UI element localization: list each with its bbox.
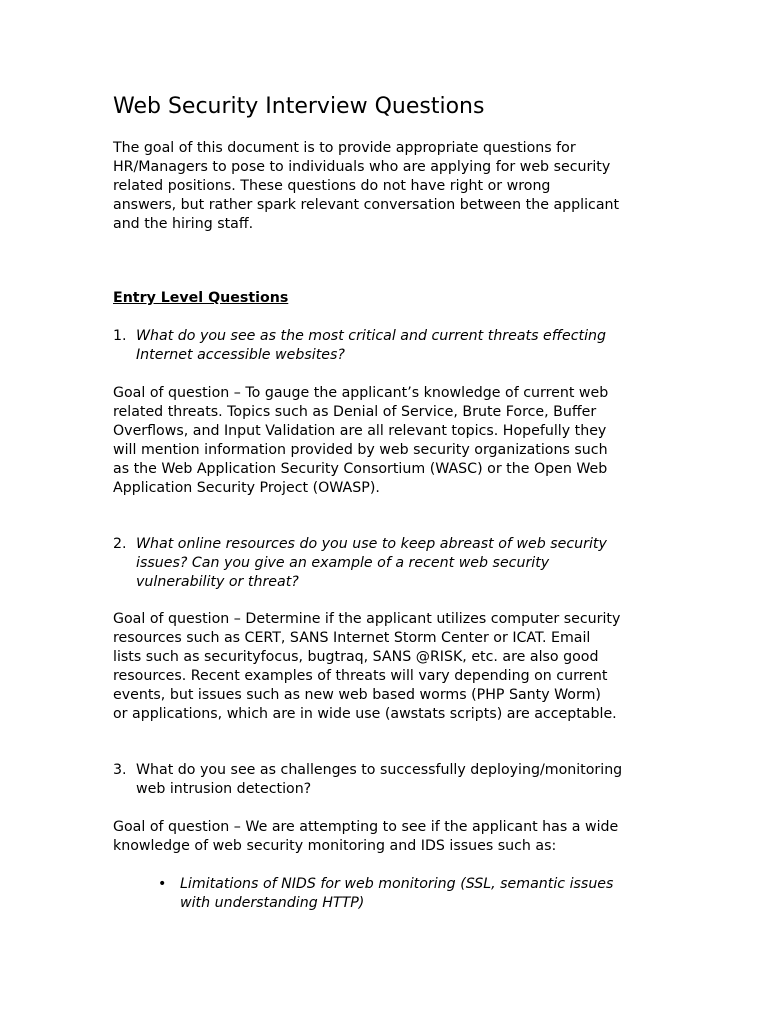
goal-line: related threats. Topics such as Denial of Service, Brute Force, Buffer [113,404,597,420]
intro-paragraph [113,139,619,234]
intro-line: HR/Managers to pose to individuals who are applying for web security [113,159,611,175]
goal-line: Overflows, and Input Validation are all relevant topics. Hopefully they [113,423,607,439]
goal-line: lists such as securityfocus, bugtraq, SANS @RISK, etc. are also good [113,649,599,665]
bullet-line: Limitations of NIDS for web monitoring (SSL, semantic issues [180,876,614,892]
question-line: What do you see as the most critical and current threats effecting [136,328,607,344]
question-text [136,535,607,592]
question-line: What do you see as challenges to successfully deploying/monitoring [136,762,623,778]
goal-paragraph-2 [113,610,620,724]
question-text [136,327,606,365]
goal-line: Application Security Project (OWASP). [113,480,380,496]
document-title: Web Security Interview Questions [113,94,485,119]
question-text [136,761,622,799]
intro-line: The goal of this document is to provide appropriate questions for [113,140,576,156]
question-line: Internet accessible websites? [136,347,345,363]
question-line: vulnerability or threat? [136,574,299,590]
goal-line: as the Web Application Security Consortium (WASC) or the Open Web [113,461,608,477]
intro-line: related positions. These questions do not have right or wrong [113,178,551,194]
question-number: 3. [113,762,127,778]
intro-line: and the hiring staff. [113,216,254,232]
question-number: 1. [113,328,127,344]
goal-line: Goal of question – To gauge the applicant’s knowledge of current web [113,385,609,401]
question-line: issues? Can you give an example of a recent web security [136,555,550,571]
question-number: 2. [113,536,127,552]
bullet-icon: • [158,876,167,892]
goal-line: resources. Recent examples of threats will vary depending on current [113,668,608,684]
intro-line: answers, but rather spark relevant conversation between the applicant [113,197,620,213]
question-line: What online resources do you use to keep abreast of web security [136,536,607,552]
goal-line: or applications, which are in wide use (awstats scripts) are acceptable. [113,706,617,722]
goal-line: Goal of question – Determine if the applicant utilizes computer security [113,611,621,627]
bullet-line: with understanding HTTP) [180,895,365,911]
goal-line: knowledge of web security monitoring and IDS issues such as: [113,838,557,854]
section-heading: Entry Level Questions [113,290,289,306]
goal-line: will mention information provided by web security organizations such [113,442,608,458]
goal-line: events, but issues such as new web based worms (PHP Santy Worm) [113,687,601,703]
goal-paragraph-1 [113,384,608,498]
bullet-text [180,875,613,913]
goal-line: resources such as CERT, SANS Internet Storm Center or ICAT. Email [113,630,591,646]
goal-paragraph-3 [113,818,618,856]
question-line: web intrusion detection? [136,781,312,797]
goal-line: Goal of question – We are attempting to see if the applicant has a wide [113,819,619,835]
